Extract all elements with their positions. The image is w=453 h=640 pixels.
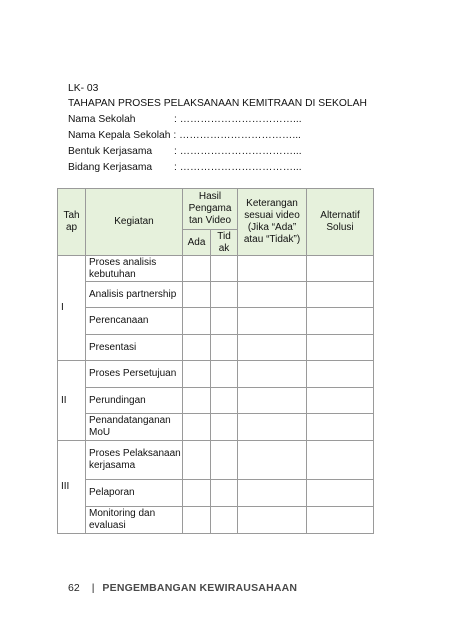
field-value: : ……………………………... bbox=[174, 146, 302, 157]
footer-title: PENGEMBANGAN KEWIRAUSAHAAN bbox=[102, 582, 298, 594]
ada-cell[interactable] bbox=[183, 388, 211, 414]
keterangan-cell[interactable] bbox=[238, 441, 307, 480]
tahap-cell: I bbox=[58, 256, 86, 361]
header-kegiatan: Kegiatan bbox=[86, 189, 183, 256]
table-row bbox=[58, 414, 374, 441]
tidak-cell[interactable] bbox=[211, 388, 238, 414]
table-row bbox=[58, 507, 374, 534]
ada-cell[interactable] bbox=[183, 335, 211, 361]
header-hasil-pengamatan: Hasil Pengama tan Video bbox=[183, 189, 238, 230]
alternatif-cell[interactable] bbox=[307, 282, 374, 308]
kegiatan-cell: Analisis partnership bbox=[86, 282, 183, 308]
kegiatan-cell: Proses Pelaksanaan kerjasama bbox=[86, 441, 183, 480]
keterangan-cell[interactable] bbox=[238, 388, 307, 414]
lk-code: LK- 03 bbox=[68, 83, 99, 94]
table-row bbox=[58, 335, 374, 361]
tahap-cell: II bbox=[58, 361, 86, 441]
field-label: Nama Kepala Sekolah bbox=[68, 130, 171, 141]
alternatif-cell[interactable] bbox=[307, 361, 374, 388]
field-nama-sekolah bbox=[68, 113, 302, 126]
kegiatan-cell: Presentasi bbox=[86, 335, 183, 361]
page-number: 62 bbox=[68, 582, 80, 594]
page-title: TAHAPAN PROSES PELAKSANAAN KEMITRAAN DI SEKOLAH bbox=[68, 98, 367, 109]
header-ada: Ada bbox=[183, 230, 211, 256]
header-keterangan: Keterangan sesuai video (Jika “Ada” atau “Tidak”) bbox=[238, 189, 307, 256]
tidak-cell[interactable] bbox=[211, 441, 238, 480]
ada-cell[interactable] bbox=[183, 361, 211, 388]
ada-cell[interactable] bbox=[183, 282, 211, 308]
field-value: : ……………………………... bbox=[174, 114, 302, 125]
ada-cell[interactable] bbox=[183, 256, 211, 282]
kegiatan-cell: Perundingan bbox=[86, 388, 183, 414]
ada-cell[interactable] bbox=[183, 441, 211, 480]
alternatif-cell[interactable] bbox=[307, 256, 374, 282]
tidak-cell[interactable] bbox=[211, 507, 238, 534]
keterangan-cell[interactable] bbox=[238, 308, 307, 335]
kegiatan-cell: Proses analisis kebutuhan bbox=[86, 256, 183, 282]
field-label: Bentuk Kerjasama bbox=[68, 146, 153, 157]
kegiatan-cell: Monitoring dan evaluasi bbox=[86, 507, 183, 534]
ada-cell[interactable] bbox=[183, 308, 211, 335]
tidak-cell[interactable] bbox=[211, 282, 238, 308]
alternatif-cell[interactable] bbox=[307, 335, 374, 361]
field-label: Nama Sekolah bbox=[68, 114, 136, 125]
table-row bbox=[58, 256, 374, 282]
alternatif-cell[interactable] bbox=[307, 441, 374, 480]
kegiatan-cell: Perencanaan bbox=[86, 308, 183, 335]
kegiatan-cell: Pelaporan bbox=[86, 480, 183, 507]
tahap-cell: III bbox=[58, 441, 86, 534]
header-tidak: Tid ak bbox=[211, 230, 238, 256]
keterangan-cell[interactable] bbox=[238, 282, 307, 308]
table-row bbox=[58, 441, 374, 480]
table-row bbox=[58, 282, 374, 308]
tidak-cell[interactable] bbox=[211, 256, 238, 282]
tidak-cell[interactable] bbox=[211, 361, 238, 388]
alternatif-cell[interactable] bbox=[307, 388, 374, 414]
tidak-cell[interactable] bbox=[211, 335, 238, 361]
header-tahap: Tah ap bbox=[58, 189, 86, 256]
alternatif-cell[interactable] bbox=[307, 480, 374, 507]
keterangan-cell[interactable] bbox=[238, 256, 307, 282]
keterangan-cell[interactable] bbox=[238, 414, 307, 441]
worksheet-table bbox=[57, 188, 374, 534]
footer-separator: | bbox=[91, 582, 95, 594]
kegiatan-cell: Proses Persetujuan bbox=[86, 361, 183, 388]
ada-cell[interactable] bbox=[183, 480, 211, 507]
table-row bbox=[58, 480, 374, 507]
field-bidang-kerjasama bbox=[68, 161, 302, 174]
tidak-cell[interactable] bbox=[211, 308, 238, 335]
field-value: : ……………………………... bbox=[174, 162, 302, 173]
ada-cell[interactable] bbox=[183, 507, 211, 534]
keterangan-cell[interactable] bbox=[238, 335, 307, 361]
keterangan-cell[interactable] bbox=[238, 361, 307, 388]
field-nama-kepala-sekolah bbox=[68, 129, 301, 142]
keterangan-cell[interactable] bbox=[238, 480, 307, 507]
table-row bbox=[58, 308, 374, 335]
table-row bbox=[58, 388, 374, 414]
field-bentuk-kerjasama bbox=[68, 145, 302, 158]
table-row bbox=[58, 361, 374, 388]
tidak-cell[interactable] bbox=[211, 480, 238, 507]
field-value: : ……………………………... bbox=[173, 130, 301, 141]
page-footer bbox=[68, 582, 297, 594]
alternatif-cell[interactable] bbox=[307, 414, 374, 441]
keterangan-cell[interactable] bbox=[238, 507, 307, 534]
header-alternatif-solusi: Alternatif Solusi bbox=[307, 189, 374, 256]
ada-cell[interactable] bbox=[183, 414, 211, 441]
field-label: Bidang Kerjasama bbox=[68, 162, 153, 173]
alternatif-cell[interactable] bbox=[307, 308, 374, 335]
kegiatan-cell: Penandatanganan MoU bbox=[86, 414, 183, 441]
alternatif-cell[interactable] bbox=[307, 507, 374, 534]
tidak-cell[interactable] bbox=[211, 414, 238, 441]
